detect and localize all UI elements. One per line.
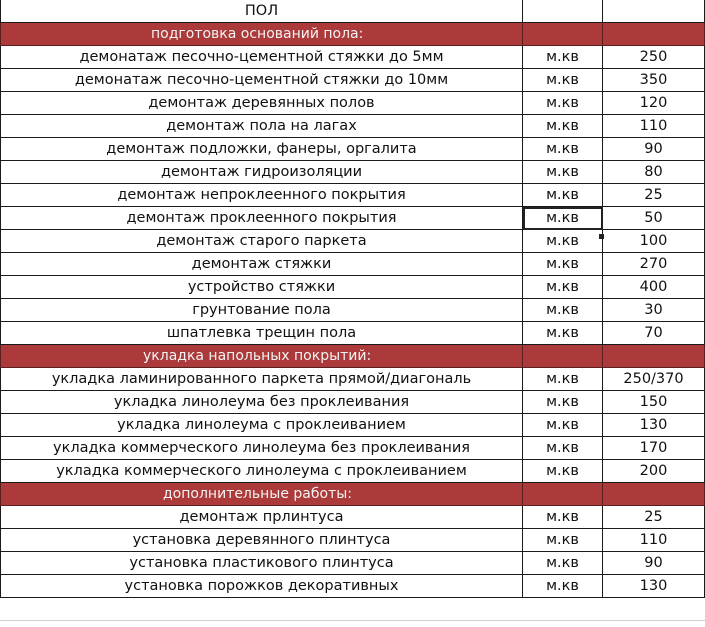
table-row — [1, 230, 705, 253]
price-cell[interactable]: 250/370 — [603, 368, 705, 391]
table-title[interactable]: ПОЛ — [1, 0, 523, 23]
service-name-cell[interactable]: укладка коммерческого линолеума с проклеиванием — [1, 460, 523, 483]
table-row — [1, 276, 705, 299]
price-cell[interactable]: 250 — [603, 46, 705, 69]
price-cell[interactable]: 90 — [603, 552, 705, 575]
unit-cell[interactable]: м.кв — [523, 414, 603, 437]
empty-cell[interactable] — [523, 0, 603, 23]
empty-cell[interactable] — [603, 0, 705, 23]
service-name-cell[interactable]: установка деревянного плинтуса — [1, 529, 523, 552]
table-row — [1, 575, 705, 598]
price-cell[interactable]: 350 — [603, 69, 705, 92]
service-name-cell[interactable]: демонтаж старого паркета — [1, 230, 523, 253]
table-row — [1, 368, 705, 391]
empty-cell[interactable] — [603, 483, 705, 506]
unit-cell[interactable]: м.кв — [523, 138, 603, 161]
service-name-cell[interactable]: демонтаж гидроизоляции — [1, 161, 523, 184]
service-name-cell[interactable]: грунтование пола — [1, 299, 523, 322]
unit-cell[interactable]: м.кв — [523, 368, 603, 391]
price-cell[interactable]: 50 — [603, 207, 705, 230]
price-cell[interactable]: 150 — [603, 391, 705, 414]
table-row — [1, 161, 705, 184]
service-name-cell[interactable]: демонатаж песочно-цементной стяжки до 10мм — [1, 69, 523, 92]
price-cell[interactable]: 130 — [603, 414, 705, 437]
table-row — [1, 184, 705, 207]
table-row — [1, 207, 705, 230]
price-cell[interactable]: 110 — [603, 115, 705, 138]
unit-cell[interactable]: м.кв — [523, 299, 603, 322]
section-header-row — [1, 345, 705, 368]
table-row — [1, 46, 705, 69]
unit-cell[interactable]: м.кв — [523, 391, 603, 414]
unit-cell[interactable]: м.кв — [523, 69, 603, 92]
table-row — [1, 391, 705, 414]
service-name-cell[interactable]: устройство стяжки — [1, 276, 523, 299]
table-row — [1, 69, 705, 92]
price-cell[interactable]: 90 — [603, 138, 705, 161]
unit-cell[interactable]: м.кв — [523, 506, 603, 529]
section-header-row — [1, 23, 705, 46]
fill-handle[interactable] — [599, 234, 604, 239]
table-row — [1, 253, 705, 276]
price-cell[interactable]: 120 — [603, 92, 705, 115]
service-name-cell[interactable]: укладка коммерческого линолеума без проклеивания — [1, 437, 523, 460]
table-row — [1, 460, 705, 483]
unit-cell[interactable]: м.кв — [523, 92, 603, 115]
service-name-cell[interactable]: установка порожков декоративных — [1, 575, 523, 598]
unit-cell[interactable]: м.кв — [523, 437, 603, 460]
empty-cell[interactable] — [603, 23, 705, 46]
price-cell[interactable]: 110 — [603, 529, 705, 552]
service-name-cell[interactable]: демонтаж подложки, фанеры, оргалита — [1, 138, 523, 161]
empty-cell[interactable] — [523, 345, 603, 368]
service-name-cell[interactable]: демонтаж стяжки — [1, 253, 523, 276]
table-row — [1, 115, 705, 138]
table-row — [1, 506, 705, 529]
service-name-cell[interactable]: демонтаж непроклеенного покрытия — [1, 184, 523, 207]
table-row — [1, 92, 705, 115]
table-row — [1, 529, 705, 552]
service-name-cell[interactable]: демонтаж деревянных полов — [1, 92, 523, 115]
price-cell[interactable]: 70 — [603, 322, 705, 345]
table-row — [1, 437, 705, 460]
title-row — [1, 0, 705, 23]
unit-cell[interactable]: м.кв — [523, 115, 603, 138]
section-title-preparation[interactable]: подготовка оснований пола: — [1, 23, 523, 46]
table-row — [1, 414, 705, 437]
unit-cell[interactable]: м.кв — [523, 529, 603, 552]
table-row — [1, 322, 705, 345]
selected-unit-cell[interactable]: м.кв — [523, 207, 603, 230]
empty-cell[interactable] — [523, 483, 603, 506]
table-row — [1, 138, 705, 161]
price-cell[interactable]: 270 — [603, 253, 705, 276]
service-name-cell[interactable]: шпатлевка трещин пола — [1, 322, 523, 345]
section-title-flooring[interactable]: укладка напольных покрытий: — [1, 345, 523, 368]
service-name-cell[interactable]: демонтаж проклеенного покрытия — [1, 207, 523, 230]
unit-cell[interactable]: м.кв — [523, 552, 603, 575]
service-name-cell[interactable]: укладка линолеума с проклеиванием — [1, 414, 523, 437]
price-cell[interactable]: 100 — [603, 230, 705, 253]
empty-cell[interactable] — [603, 345, 705, 368]
unit-cell[interactable]: м.кв — [523, 46, 603, 69]
unit-cell[interactable]: м.кв — [523, 575, 603, 598]
price-cell[interactable]: 25 — [603, 506, 705, 529]
section-title-additional[interactable]: дополнительные работы: — [1, 483, 523, 506]
unit-cell[interactable]: м.кв — [523, 184, 603, 207]
service-name-cell[interactable]: демонтаж пола на лагах — [1, 115, 523, 138]
unit-cell[interactable]: м.кв — [523, 230, 603, 253]
service-name-cell[interactable]: укладка ламинированного паркета прямой/диагональ — [1, 368, 523, 391]
unit-cell[interactable]: м.кв — [523, 253, 603, 276]
unit-cell[interactable]: м.кв — [523, 460, 603, 483]
unit-cell[interactable]: м.кв — [523, 322, 603, 345]
service-name-cell[interactable]: укладка линолеума без проклеивания — [1, 391, 523, 414]
price-cell[interactable]: 25 — [603, 184, 705, 207]
section-header-row — [1, 483, 705, 506]
price-cell[interactable]: 170 — [603, 437, 705, 460]
service-name-cell[interactable]: демонатаж песочно-цементной стяжки до 5мм — [1, 46, 523, 69]
unit-cell[interactable]: м.кв — [523, 161, 603, 184]
price-cell[interactable]: 400 — [603, 276, 705, 299]
table-row — [1, 552, 705, 575]
price-cell[interactable]: 80 — [603, 161, 705, 184]
price-cell[interactable]: 200 — [603, 460, 705, 483]
service-name-cell[interactable]: демонтаж прлинтуса — [1, 506, 523, 529]
unit-cell[interactable]: м.кв — [523, 276, 603, 299]
service-name-cell[interactable]: установка пластикового плинтуса — [1, 552, 523, 575]
price-cell[interactable]: 30 — [603, 299, 705, 322]
table-row — [1, 299, 705, 322]
empty-cell[interactable] — [523, 23, 603, 46]
price-cell[interactable]: 130 — [603, 575, 705, 598]
